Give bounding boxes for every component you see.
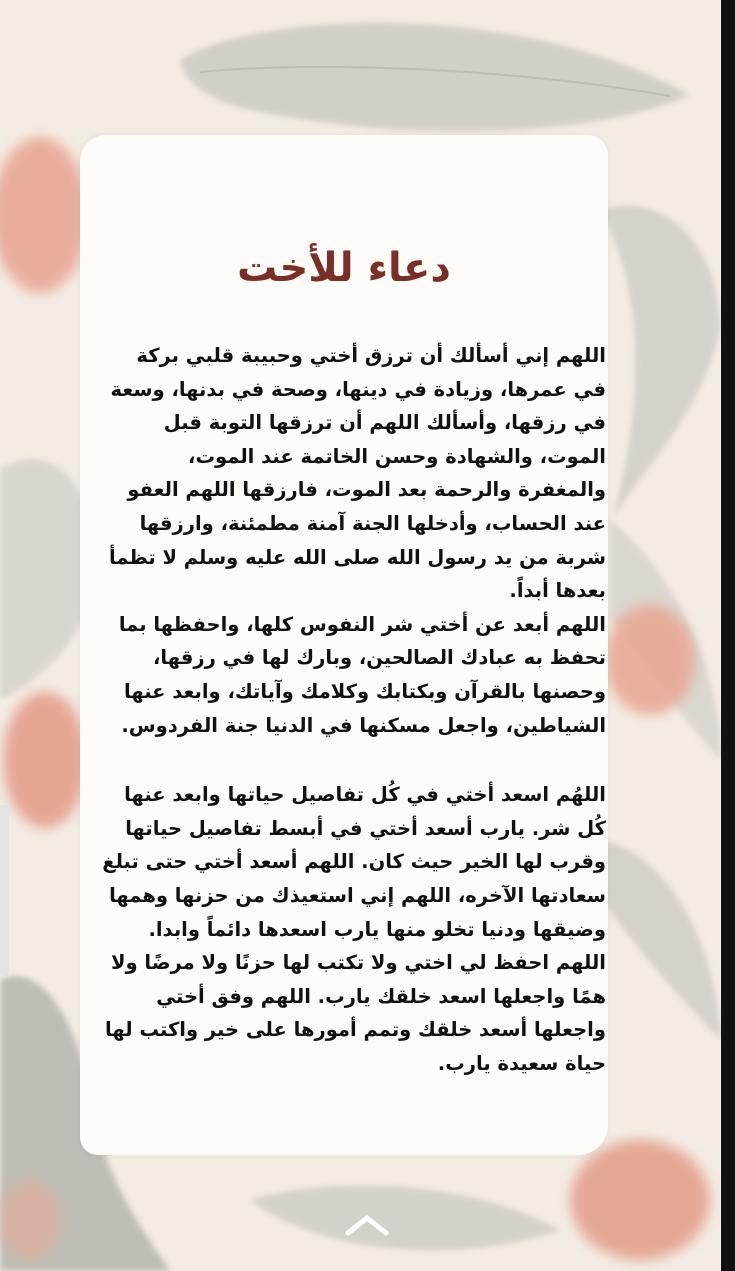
peach-blot (0, 1180, 60, 1260)
dua-paragraph: اللهُم اسعد أختي في كُل تفاصيل حياتها وابعد عنها كُل شر. يارب أسعد أختي في أبسط تفاصيل حياتها وقرب لها الخير حيث كان. اللهم أسعد أختي حتى تبلغ سعادتها الآخره، اللهم إني استعيذك من حزنها وهمها وضيقها ودنيا تخلو منها يارب اسعدها دائماً وابدا. اللهم احفظ لي اختي ولا تكتب لها حزنًا ولا مرضًا ولا همًا واجعلها اسعد خلقك يارب. اللهم وفق أختي واجعلها أسعد خلقك وتمم أمورها على خير واكتب لها حياة سعيدة يارب. (102, 783, 606, 1075)
leaf-shape (600, 206, 720, 520)
peach-blot (3, 692, 87, 828)
paragraph-gap (100, 742, 606, 778)
dua-paragraph: اللهم إني أسألك أن ترزق أختي وحبيبة قلبي بركة في عمرها، وزيادة في دينها، وصحة في بدنها، وسعة في رزقها، وأسألك اللهم أن ترزقها التوبة قبل الموت، والشهادة وحسن الخاتمة عند الموت، والمغفرة والرحمة بعد الموت، فارزقها اللهم العفو عند الحساب، وأدخلها الجنة آمنة مطمئنة، وارزقها شربة من يد رسول الله صلى الله عليه وسلم لا تظمأ بعدها أبداً. (108, 344, 606, 603)
screen-edge (721, 0, 735, 1271)
chevron-up-icon[interactable] (342, 1212, 392, 1238)
peach-blot (605, 605, 695, 715)
leaf-shape (250, 1185, 560, 1250)
edge-panel-handle[interactable] (0, 805, 9, 975)
peach-blot (570, 1140, 710, 1260)
leaf-shape (180, 23, 690, 132)
peach-blot (0, 137, 88, 293)
dua-body (100, 339, 606, 1080)
leaf-shape (600, 840, 721, 1040)
dua-paragraph: اللهم أبعد عن أختي شر النفوس كلها، واحفظها بما تحفظ به عبادك الصالحين، وبارك لها في رزقها، وحصنها بالقرآن وبكتابك وكلامك وآياتك، وابعد عنها الشياطين، واجعل مسكنها في الدنيا جنة الفردوس. (118, 612, 606, 737)
page-title: دعاء للأخت (237, 245, 451, 291)
